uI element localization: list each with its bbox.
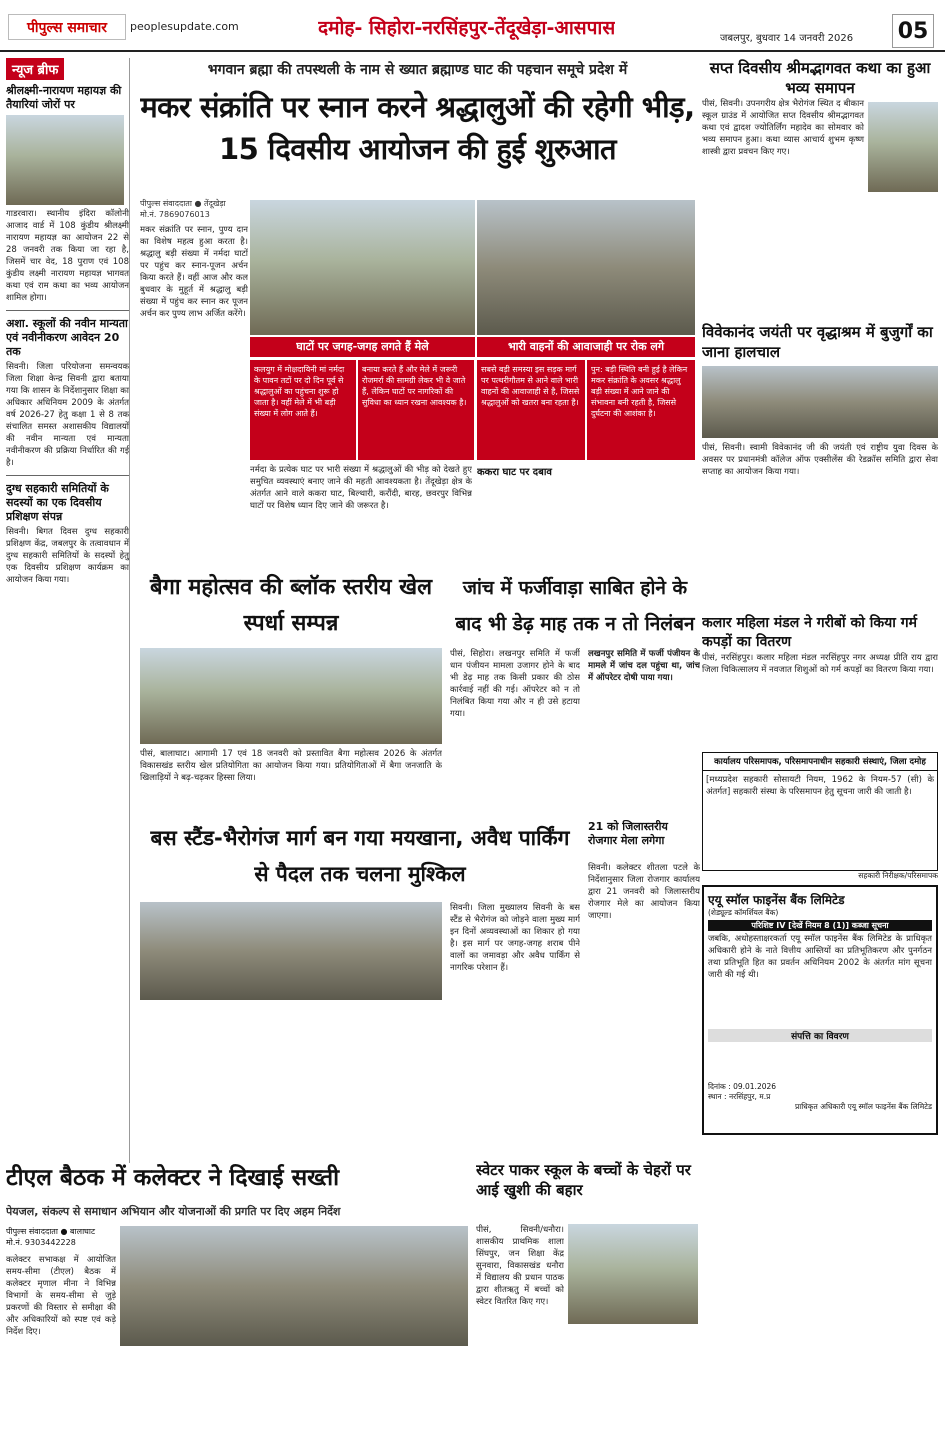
- lead-subhead: ककरा घाट पर दबाव: [477, 467, 552, 478]
- page-cities: दमोह- सिहोरा-नरसिंहपुर-तेंदूखेड़ा-आसपास: [318, 17, 616, 39]
- bhagwat-photo: [868, 102, 938, 192]
- bank-name: एयू स्मॉल फाइनेंस बैंक लिमिटेड: [708, 893, 845, 907]
- brief-headline-2: अशा. स्कूलों की नवीन मान्यता एवं नवीनीकरण आवेदन 20 तक: [6, 317, 128, 358]
- collector-subhead: पेयजल, संकल्प से समाधान अभियान और योजनाओं की प्रगति पर दिए अहम निर्देश: [6, 1205, 341, 1218]
- left-column: [6, 58, 130, 1163]
- caption-left: घाटों पर जगह-जगह लगते हैं मेले: [250, 337, 475, 357]
- lead-body-1: मकर संक्रांति पर स्नान, पुण्य दान का विशेष महत्व हुआ करता है। श्रद्धालु बड़ी संख्या में नर्मदा घाटों पर पहुंच कर स्नान-पूजन अर्चन किया करते हैं। वहीं आज और कल बुधवार के मुहूर्त में श्रद्धालु बड़ी संख्या में पहुंच कर स्नान कर पूजन अर्चन कर पुण्य लाभ अर्जित करेंगे।: [140, 225, 248, 319]
- newspaper-logo: पीपुल्स समाचार: [8, 14, 126, 40]
- brief-text-3: सिवनी। बिगत दिवस दुग्ध सहकारी प्रशिक्षण केंद्र, जबलपुर के तत्वावधान में दुग्ध सहकारी समितियों के सदस्यों हेतु एक दिवसीय प्रशिक्षण कार्यक्रम का आयोजन किया गया।: [6, 527, 129, 585]
- lead-kicker: भगवान ब्रह्मा की तपस्थली के नाम से ख्यात ब्रह्माण्ड घाट की पहचान समूचे प्रदेश में: [207, 62, 628, 78]
- collector-photo: [120, 1226, 468, 1346]
- vivekanand-headline: विवेकानंद जयंती पर वृद्धाश्रम में बुजुर्गों का जाना हालचाल: [702, 323, 933, 361]
- baiga-photo: [140, 648, 442, 744]
- sweater-text: पीसं, सिवनी/धनौरा। शासकीय प्राथमिक शाला सिंघपुर, जन शिक्षा केंद्र सुनवारा, विकासखंड धनौरा में विद्यालय की प्रधान पाठक द्वारा शीतऋतु में बच्चों को स्वेटर वितरित किए गए।: [476, 1225, 564, 1307]
- bhagwat-text: पीसं, सिवनी। उपनगरीय क्षेत्र भैरोगंज स्थित द बीकान स्कूल ग्राउंड में आयोजित सप्त दिवसीय श्रीमद्भागवत कथा एवं द्वादश ज्योतिर्लिंग महादेव का सोमवार को भव्य समापन हुआ। कथा व्यास आचार्य शुभम कृष्ण शास्त्री द्वारा प्रवचन किए गए।: [702, 99, 864, 157]
- bank-date: दिनांक : 09.01.2026: [708, 1082, 777, 1091]
- brief-text-2: सिवनी। जिला परियोजना समन्वयक जिला शिक्षा केन्द्र सिवनी द्वारा बताया गया कि शासन के निर्देशानुसार शिक्षा का अधिकार अधिनियम 2009 के अंतर्गत वर्ष 2026-27 हेतु कक्षा 1 से 8 तक संचालित समस्त अशासकीय विद्यालयों की नवीन मान्यता एवं मान्यता नवीनीकरण की प्रक्रिया निर्धारित की गई है।: [6, 362, 129, 468]
- bank-subtitle: परिशिष्ट IV [देखें नियम 8 (1)] कब्जा सूचना: [708, 920, 932, 931]
- ghat-photo-left: [250, 200, 475, 335]
- lead-byline-name: पीपुल्स संवाददाता ● तेंदूखेड़ा: [140, 199, 226, 208]
- bus-stand-photo: [140, 902, 442, 1000]
- bank-table-heading: संपत्ति का विवरण: [708, 1029, 932, 1042]
- temple-photo: [6, 115, 124, 205]
- brief-headline-3: दुग्ध सहकारी समितियों के सदस्यों का एक दिवसीय प्रशिक्षण संपन्न: [6, 482, 109, 523]
- bhagwat-headline: सप्त दिवसीय श्रीमद्भागवत कथा का हुआ भव्य समापन: [709, 59, 931, 97]
- kalar-text: पीसं, नरसिंहपुर। कलार महिला मंडल नरसिंहपुर नगर अध्यक्ष प्रीति राय द्वारा जिला चिकित्सालय में नवजात शिशुओं को गर्म कपड़ों का वितरण किया गया।: [702, 653, 938, 675]
- news-brief-label: न्यूज ब्रीफ: [6, 58, 64, 80]
- bank-type: (शेड्यूल्ड कॉमर्शियल बैंक): [708, 908, 779, 917]
- job-fair-headline: 21 को जिलास्तरीय रोजगार मेला लगेगा: [588, 820, 668, 847]
- sweater-photo: [568, 1224, 698, 1324]
- lead-byline-mobile: मो.नं. 7869076013: [140, 210, 210, 219]
- vivekanand-text: पीसं, सिवनी। स्वामी विवेकानंद जी की जयंती एवं राष्ट्रीय युवा दिवस के अवसर पर प्रधानमंत्री कॉलेज ऑफ एक्सीलेंस की रेडक्रॉस समिति द्वारा सेवा सप्ताह का आयोजन किया गया।: [702, 443, 938, 477]
- collector-byline-name: पीपुल्स संवाददाता ● बालाघाट: [6, 1227, 95, 1236]
- vivekanand-photo: [702, 366, 938, 438]
- collector-headline: टीएल बैठक में कलेक्टर ने दिखाई सख्ती: [6, 1165, 340, 1191]
- collector-byline: [6, 1226, 116, 1250]
- baiga-text: पीसं, बालाघाट। आगामी 17 एवं 18 जनवरी को प्रस्तावित बैगा महोत्सव 2026 के अंतर्गत विकासखंड स्तरीय खेल प्रतियोगिता का आयोजन किया गया। प्रतियोगिताओं में बैगा जनजाति के खिलाड़ियों ने बढ़-चढ़कर हिस्सा लिया।: [140, 749, 442, 783]
- job-fair-text: सिवनी। कलेक्टर शीतला पटले के निर्देशानुसार जिला रोजगार कार्यालय द्वारा 21 जनवरी को जिलास्तरीय रोजगार मेले का आयोजन किया जाएगा।: [588, 863, 700, 921]
- notice-signature: सहकारी निरीक्षक/परिसमापक: [858, 871, 938, 880]
- bank-notice: [702, 885, 938, 1135]
- bank-authority: प्राधिकृत अधिकारी एयू स्मॉल फाइनेंस बैंक लिमिटेड: [795, 1102, 932, 1111]
- info-box-3: सबसे बड़ी समस्या इस सड़क मार्ग पर पत्थरीगौतम से आने वाले भारी वाहनों की आवाजाही से है, जिससे श्रद्धालुओं को खतरा बना रहता है।: [477, 360, 585, 460]
- bus-stand-headline: बस स्टैंड-भैरोगंज मार्ग बन गया मयखाना, अवैध पार्किंग से पैदल तक चलना मुश्किल: [150, 826, 570, 886]
- fraud-headline: जांच में फर्जीवाड़ा साबित होने के बाद भी डेढ़ माह तक न तो निलंबन: [455, 577, 695, 635]
- page-number: 05: [892, 14, 934, 48]
- baiga-headline: बैगा महोत्सव की ब्लॉक स्तरीय खेल स्पर्धा सम्पन्न: [149, 575, 433, 636]
- lead-byline: [140, 198, 245, 220]
- brief-headline-1: श्रीलक्ष्मी-नारायण महायज्ञ की तैयारियां जोरों पर: [6, 84, 122, 111]
- fraud-quote: लखनपुर समिति में फर्जी पंजीयन के मामले में जांच दल पहुंचा था, जांच में ऑपरेटर दोषी पाया गया।: [588, 649, 700, 683]
- lead-headline: मकर संक्रांति पर स्नान करने श्रद्धालुओं की रहेगी भीड़, 15 दिवसीय आयोजन की हुई शुरुआत: [140, 90, 695, 166]
- sweater-headline: स्वेटर पाकर स्कूल के बच्चों के चेहरों पर आई खुशी की बहार: [476, 1161, 691, 1199]
- brief-text-1: गाडरवारा। स्थानीय इंदिरा कॉलोनी आजाद वार्ड में 108 कुंडीय श्रीलक्ष्मी नारायण महायज्ञ का आयोजन 22 से 28 जनवरी तक किया जा रहा है, जिसमें चार वेद, 18 पुराण एवं 108 कुंडीय लक्ष्मी नारायण महायज्ञ भागवत कथा एवं राम कथा का भव्य आयोजन शामिल होगा।: [6, 209, 129, 303]
- bank-text: जबकि, अधोहस्ताक्षरकर्ता एयू स्मॉल फाइनेंस बैंक लिमिटेड के प्राधिकृत अधिकारी होने के नाते वित्तीय आस्तियों का प्रतिभूतिकरण और पुनर्गठन तथा प्रतिभूति हित का प्रवर्तन अधिनियम 2002 के अंतर्गत मांग सूचना जारी की गई थी।: [708, 934, 932, 980]
- caption-right: भारी वाहनों की आवाजाही पर रोक लगे: [477, 337, 695, 357]
- collector-byline-mobile: मो.नं. 9303442228: [6, 1238, 76, 1247]
- lead-body-2: नर्मदा के प्रत्येक घाट पर भारी संख्या में श्रद्धालुओं की भीड़ को देखते हुए समुचित व्यवस्थाएं बनाए जाने की महती आवश्यकता है। तेंदूखेड़ा क्षेत्र के अंतर्गत आने वाले ककरा घाट, बिल्थारी, करौंदी, बारह, छवरपुर विभिन्न घाटों पर विशेष ध्यान दिए जाने की जरूरत है।: [250, 465, 472, 511]
- info-box-2: बनाया करते हैं और मेले में जरूरी रोजमर्रा की सामग्री लेकर भी वे जाते हैं, लेकिन घाटों पर नागरिकों की सुविधा का ध्यान रखना आवश्यक है।: [358, 360, 474, 460]
- collector-text: कलेक्टर सभाकक्ष में आयोजित समय-सीमा (टीएल) बैठक में कलेक्टर मृणाल मीना ने विभिन्न विभागों के समय-सीमा से जुड़े प्रकरणों की विस्तार से समीक्षा की और अधिकारियों को स्पष्ट एवं कड़े निर्देश दिए।: [6, 1255, 116, 1337]
- issue-date: जबलपुर, बुधवार 14 जनवरी 2026: [720, 33, 854, 44]
- bank-place: स्थान : नरसिंहपुर, म.प्र: [708, 1092, 771, 1101]
- website-url[interactable]: peoplesupdate.com: [130, 20, 239, 33]
- fraud-text: पीसं, सिहोरा। लखनपुर समिति में फर्जी धान पंजीयन मामला उजागर होने के बाद भी डेढ़ माह तक किसी प्रकार की ठोस कार्रवाई नहीं की गई। ऑपरेटर को न तो निलंबित किया गया और न ही उसे हटाया गया।: [450, 649, 580, 719]
- notice-heading: कार्यालय परिसमापक, परिसमापनाधीन सहकारी संस्थाएं, जिला दमोह: [702, 752, 938, 771]
- bus-stand-text: सिवनी। जिला मुख्यालय सिवनी के बस स्टैंड से भैरोगंज को जोड़ने वाला मुख्य मार्ग इन दिनों अव्यवस्थाओं का शिकार हो गया है। इस मार्ग पर जगह-जगह शराब पीने वालों का जमावड़ा और अवैध पार्किंग से नागरिक परेशान हैं।: [450, 903, 580, 973]
- info-box-1: कलयुग में मोक्षदायिनी मां नर्मदा के पावन तटों पर दो दिन पूर्व से श्रद्धालुओं का पहुंचना शुरू हो जाता है। वहीं मेले में भी बड़ी संख्या में लोग आते हैं।: [250, 360, 356, 460]
- right-column: [702, 58, 938, 1445]
- notice-text: [मध्यप्रदेश सहकारी सोसायटी नियम, 1962 के नियम-57 (सी) के अंतर्गत] सहकारी संस्था के परिसमापन हेतु सूचना जारी की जाती है।: [702, 771, 938, 871]
- info-box-4: पुन: बड़ी स्थिति बनी हुई है लेकिन मकर संक्रांति के अवसर श्रद्धालु बड़ी संख्या में आने जाने की संभावना बनी रहती है, जिससे दुर्घटना की आशंका है।: [587, 360, 695, 460]
- kalar-headline: कलार महिला मंडल ने गरीबों को किया गर्म कपड़ों का वितरण: [702, 615, 917, 650]
- ghat-photo-right: [477, 200, 695, 335]
